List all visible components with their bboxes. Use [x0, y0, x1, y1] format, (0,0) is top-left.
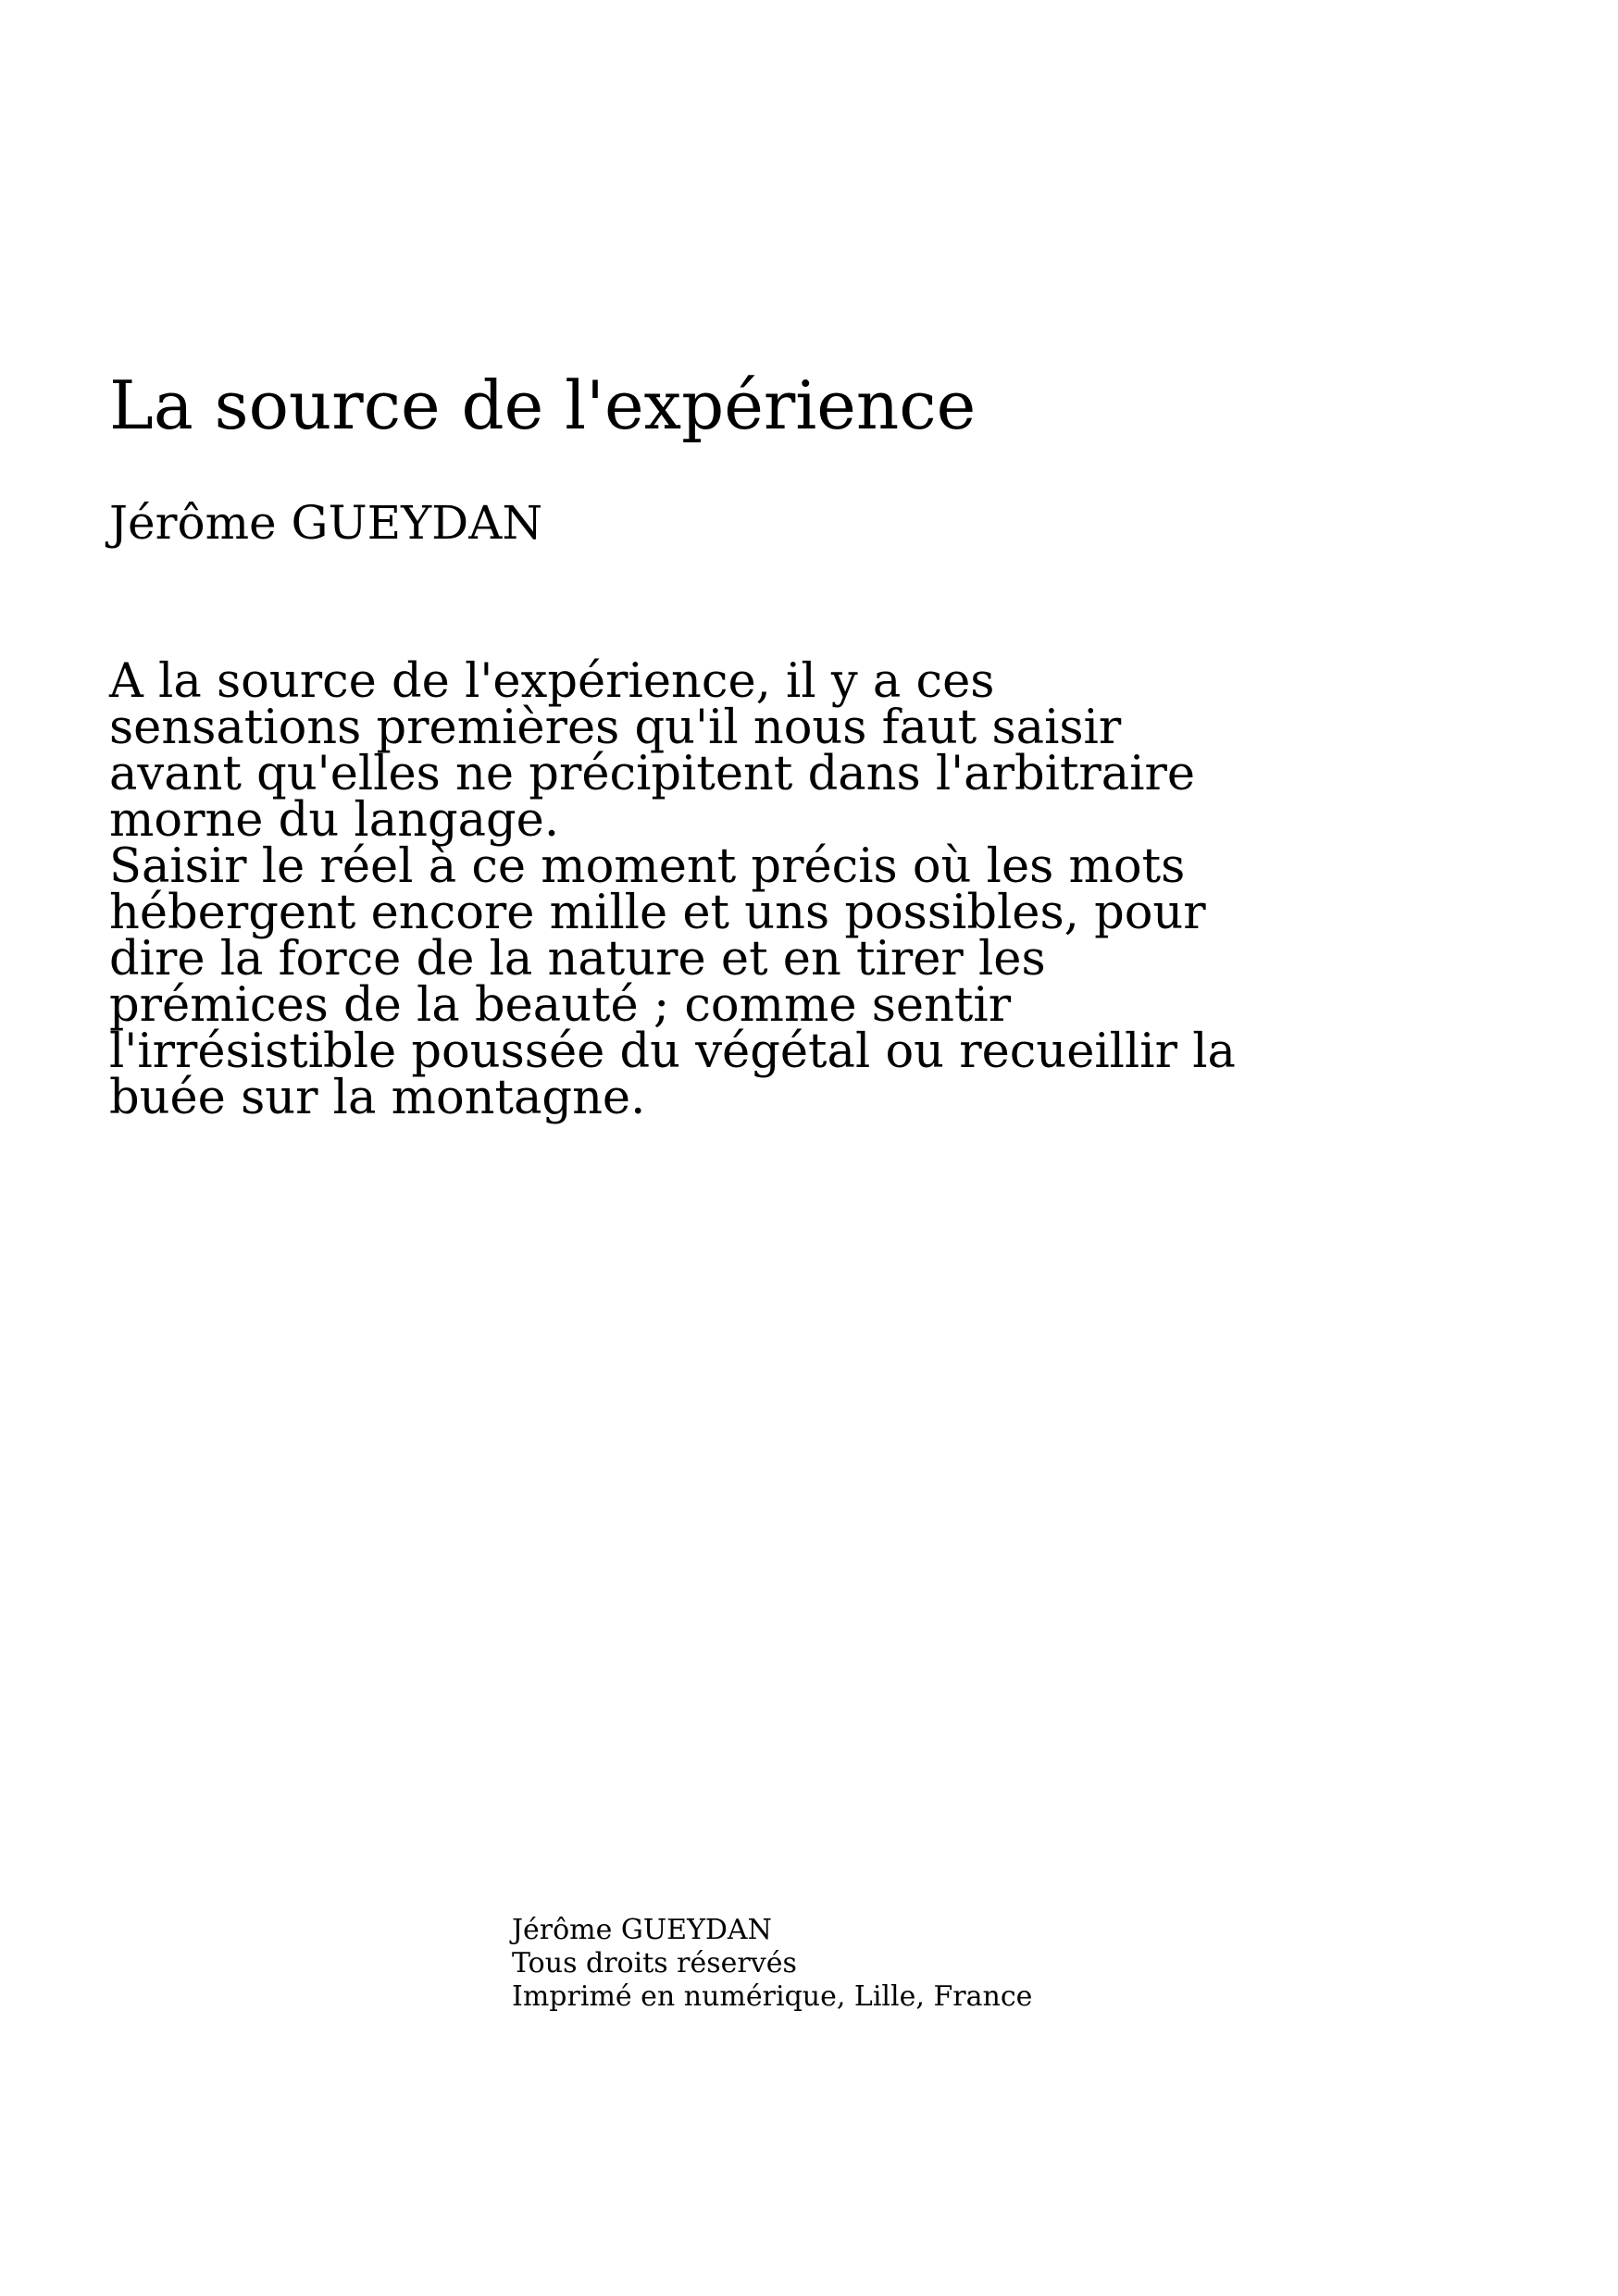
body-line: avant qu'elles ne précipitent dans l'arbitraire — [109, 747, 1196, 801]
body-line: hébergent encore mille et uns possibles, pour — [109, 886, 1206, 940]
body-line: sensations premières qu'il nous faut saisir — [109, 701, 1122, 755]
body-line: prémices de la beauté ; comme sentir — [109, 978, 1012, 1033]
body-line: Saisir le réel à ce moment précis où les mots — [109, 839, 1186, 894]
document-title: La source de l'expérience — [109, 366, 977, 444]
colophon-rights: Tous droits réservés — [512, 1947, 797, 1980]
body-line: l'irrésistible poussée du végétal ou recueillir la — [109, 1024, 1236, 1079]
body-line: morne du langage. — [109, 793, 560, 848]
colophon-printed: Imprimé en numérique, Lille, France — [512, 1980, 1033, 2013]
body-line: A la source de l'expérience, il y a ces — [109, 654, 995, 709]
body-paragraph — [109, 654, 1303, 1125]
document-author: Jérôme GUEYDAN — [109, 496, 543, 550]
colophon — [512, 1914, 1032, 2014]
body-line: buée sur la montagne. — [109, 1071, 646, 1125]
colophon-author: Jérôme GUEYDAN — [512, 1914, 772, 1946]
body-line: dire la force de la nature et en tirer les — [109, 932, 1046, 987]
